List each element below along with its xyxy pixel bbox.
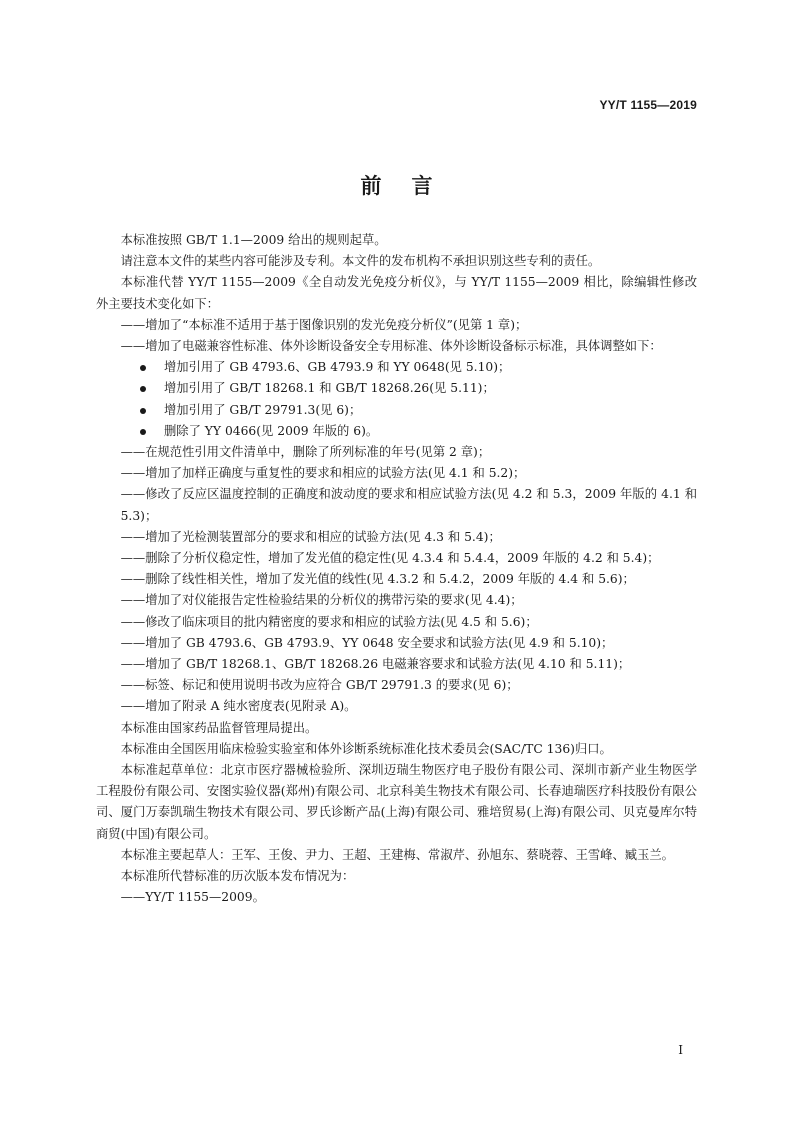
bullet-dot-icon [140, 429, 146, 435]
paragraph: 本标准所代替标准的历次版本发布情况为： [120, 869, 355, 884]
change-item: ——修改了反应区温度控制的正确度和波动度的要求和相应试验方法(见 4.2 和 5.3，2009 年版的 4.1 和 5.3)； [120, 487, 697, 523]
change-item: ——增加了“本标准不适用于基于图像识别的发光免疫分析仪”(见第 1 章)； [120, 317, 528, 332]
change-item: ——增加了光检测装置部分的要求和相应的试验方法(见 4.3 和 5.4)； [120, 529, 501, 544]
bullet-item [96, 357, 697, 378]
paragraph: 本标准由国家药品监督管理局提出。 [120, 720, 318, 735]
bullet-text: 增加引用了 GB/T 29791.3(见 6)； [164, 402, 362, 417]
foreword-body [96, 230, 697, 909]
change-item: ——标签、标记和使用说明书改为应符合 GB/T 29791.3 的要求(见 6)； [120, 678, 519, 693]
change-item: ——增加了 GB 4793.6、GB 4793.9、YY 0648 安全要求和试验方法(见 4.9 和 5.10)； [120, 635, 614, 650]
paragraph: 本标准由全国医用临床检验实验室和体外诊断系统标准化技术委员会(SAC/TC 136)归口。 [120, 741, 612, 756]
bullet-item [96, 378, 697, 399]
page-title: 前言 [360, 173, 463, 198]
change-item: ——增加了对仪能报告定性检验结果的分析仪的携带污染的要求(见 4.4)； [120, 593, 523, 608]
change-item: ——删除了线性相关性，增加了发光值的线性(见 4.3.2 和 5.4.2，2009 年版的 4.4 和 5.6)； [120, 572, 635, 587]
bullet-item [96, 400, 697, 421]
change-item: ——增加了加样正确度与重复性的要求和相应的试验方法(见 4.1 和 5.2)； [120, 466, 526, 481]
page-number: I [678, 1043, 683, 1057]
change-item: ——增加了电磁兼容性标准、体外诊断设备安全专用标准、体外诊断设备标示标准，具体调整如下： [120, 339, 662, 354]
change-item: ——增加了 GB/T 18268.1、GB/T 18268.26 电磁兼容要求和试验方法(见 4.10 和 5.11)； [120, 657, 631, 672]
change-item: ——删除了分析仪稳定性，增加了发光值的稳定性(见 4.3.4 和 5.4.4，2009 年版的 4.2 和 5.4)； [120, 551, 660, 566]
bullet-dot-icon [140, 408, 146, 414]
change-item: ——增加了附录 A 纯水密度表(见附录 A)。 [120, 699, 357, 714]
bullet-text: 增加引用了 GB 4793.6、GB 4793.9 和 YY 0648(见 5.10)； [164, 360, 511, 375]
bullet-text: 增加引用了 GB/T 18268.1 和 GB/T 18268.26(见 5.11)； [164, 381, 495, 396]
paragraph: 本标准按照 GB/T 1.1—2009 给出的规则起草。 [120, 233, 387, 247]
paragraph: 本标准代替 YY/T 1155—2009《全自动发光免疫分析仪》，与 YY/T 1155—2009 相比，除编辑性修改外主要技术变化如下： [96, 275, 697, 311]
bullet-text: 删除了 YY 0466(见 2009 年版的 6)。 [164, 423, 379, 438]
paragraph: 本标准起草单位：北京市医疗器械检验所、深圳迈瑞生物医疗电子股份有限公司、深圳市新产业生物医学工程股份有限公司、安图实验仪器(郑州)有限公司、北京科美生物技术有限公司、长春迪瑞医疗科技股份有限公司、厦门万泰凯瑞生物技术有限公司、罗氏诊断产品(上海)有限公司、雅培贸易(上海)有限公司、贝克曼库尔特商贸(中国)有限公司。 [96, 763, 697, 841]
document-code: YY/T 1155—2019 [599, 98, 697, 112]
change-item: ——在规范性引用文件清单中，删除了所列标准的年号(见第 2 章)； [120, 445, 491, 460]
paragraph: 请注意本文件的某些内容可能涉及专利。本文件的发布机构不承担识别这些专利的责任。 [120, 254, 601, 269]
paragraph: 本标准主要起草人：王军、王俊、尹力、王超、王建梅、常淑芹、孙旭东、蔡晓蓉、王雪峰、臧玉兰。 [120, 847, 674, 862]
change-item: ——YY/T 1155—2009。 [120, 890, 265, 905]
change-item: ——修改了临床项目的批内精密度的要求和相应的试验方法(见 4.5 和 5.6)； [120, 614, 538, 629]
bullet-item [96, 421, 697, 442]
